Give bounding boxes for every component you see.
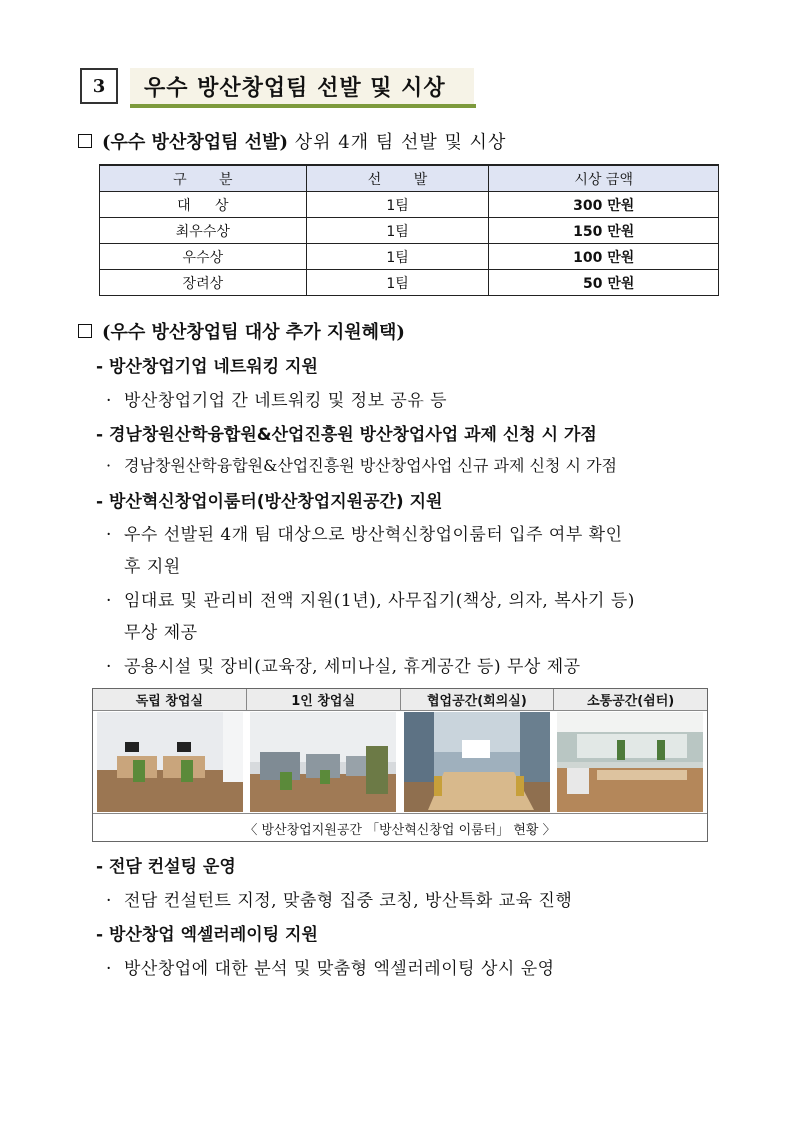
award-count: 1팀: [306, 218, 489, 244]
checkbox-square-icon: [78, 134, 92, 148]
table-row: [100, 192, 719, 218]
benefit-detail-text: 방산창업기업 간 네트워킹 및 정보 공유 등: [124, 391, 448, 411]
table-row: [100, 270, 719, 296]
award-name: 최우수상: [100, 218, 307, 244]
lounge-image: [557, 712, 703, 812]
benefits-heading-text: (우수 방산창업팀 대상 추가 지원혜택): [102, 322, 405, 343]
benefit-title: - 전담 컨설팅 운영: [96, 857, 236, 877]
benefit-detail: [106, 453, 617, 476]
selection-heading-rest: 상위 4개 팀 선발 및 시상: [288, 132, 507, 153]
benefit-detail: [106, 886, 572, 911]
benefit-title: - 방산창업 엑셀러레이팅 지원: [96, 925, 318, 945]
photo-row: [93, 711, 707, 813]
benefit-detail: [106, 386, 447, 411]
bullet-dot-icon: ·: [106, 456, 112, 475]
bullet-dot-icon: ·: [106, 591, 112, 611]
photo-independent-office: [93, 711, 247, 813]
photo-label-row: [93, 689, 707, 711]
benefit-title: - 방산혁신창업이룸터(방산창업지원공간) 지원: [96, 492, 443, 512]
section-title-underline: [130, 104, 476, 108]
selection-heading-bold: (우수 방산창업팀 선발): [102, 132, 289, 153]
photo-caption: 〈 방산창업지원공간 「방산혁신창업 이룸터」 현황 〉: [93, 813, 707, 842]
meeting-room-image: [404, 712, 550, 812]
bullet-dot-icon: ·: [106, 891, 112, 911]
header-category: 구 분: [100, 165, 307, 192]
award-amount: 150 만원: [489, 218, 719, 244]
section-title: 우수 방산창업팀 선발 및 시상: [130, 68, 474, 104]
photo-label: 1인 창업실: [247, 689, 401, 711]
photo-meeting-room: [400, 711, 554, 813]
benefit-detail-continued: 후 지원: [124, 557, 181, 577]
benefit-detail-text: 우수 선발된 4개 팀 대상으로 방산혁신창업이룸터 입주 여부 확인: [124, 525, 623, 545]
benefit-detail-continued: 무상 제공: [124, 623, 198, 643]
benefit-title: - 방산창업기업 네트워킹 지원: [96, 357, 318, 377]
photo-label: 독립 창업실: [93, 689, 247, 711]
award-table-header-row: [100, 165, 719, 192]
benefits-heading: [78, 318, 405, 344]
bullet-dot-icon: ·: [106, 657, 112, 677]
benefit-detail: [106, 652, 581, 677]
benefit-detail-text: 전담 컨설턴트 지정, 맞춤형 집중 코칭, 방산특화 교육 진행: [124, 891, 573, 911]
award-name: 장려상: [100, 270, 307, 296]
award-name: 우수상: [100, 244, 307, 270]
photo-solo-office: [247, 711, 401, 813]
benefit-detail-text: 공용시설 및 장비(교육장, 세미나실, 휴게공간 등) 무상 제공: [124, 657, 581, 677]
table-row: [100, 218, 719, 244]
award-name: 대 상: [100, 192, 307, 218]
bullet-dot-icon: ·: [106, 391, 112, 411]
benefit-title: - 경남창원산학융합원&산업진흥원 방산창업사업 과제 신청 시 가점: [96, 425, 597, 445]
photo-label: 소통공간(쉼터): [554, 689, 707, 711]
bullet-dot-icon: ·: [106, 959, 112, 979]
checkbox-square-icon: [78, 324, 92, 338]
award-count: 1팀: [306, 244, 489, 270]
award-count: 1팀: [306, 270, 489, 296]
benefit-detail: [106, 954, 555, 979]
benefit-detail-text: 임대료 및 관리비 전액 지원(1년), 사무집기(책상, 의자, 복사기 등): [124, 591, 635, 611]
header-selection: 선 발: [306, 165, 489, 192]
facility-photo-panel: [92, 688, 708, 842]
cubicle-room-image: [250, 712, 396, 812]
photo-lounge: [554, 711, 708, 813]
selection-heading: [78, 128, 506, 154]
bullet-dot-icon: ·: [106, 525, 112, 545]
section-header: [80, 68, 476, 108]
award-amount: 300 만원: [489, 192, 719, 218]
award-amount: 100 만원: [489, 244, 719, 270]
benefit-detail: [106, 520, 623, 545]
benefit-detail: [106, 586, 635, 611]
award-amount: 50 만원: [489, 270, 719, 296]
photo-label: 협업공간(회의실): [401, 689, 555, 711]
benefit-detail-text: 방산창업에 대한 분석 및 맞춤형 엑셀러레이팅 상시 운영: [124, 959, 555, 979]
award-table: [99, 164, 719, 296]
section-number: 3: [80, 68, 118, 104]
office-room-image: [97, 712, 243, 812]
header-amount: 시상 금액: [489, 165, 719, 192]
award-count: 1팀: [306, 192, 489, 218]
table-row: [100, 244, 719, 270]
benefit-detail-text: 경남창원산학융합원&산업진흥원 방산창업사업 신규 과제 신청 시 가점: [124, 456, 617, 475]
